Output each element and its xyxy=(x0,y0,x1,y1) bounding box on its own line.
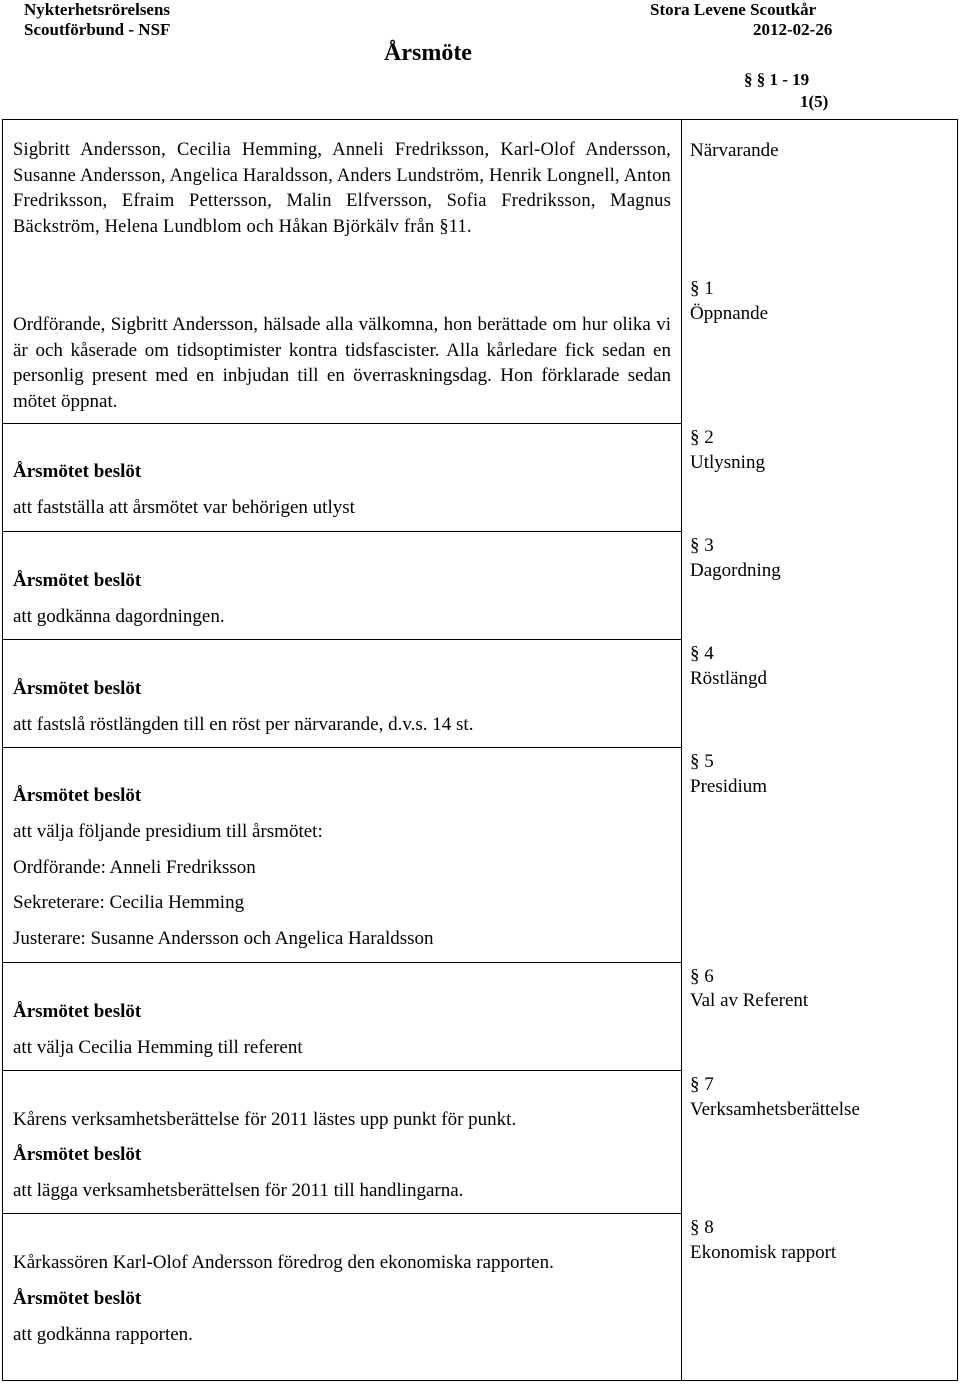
section-6-heading: Årsmötet beslöt xyxy=(13,1001,142,1022)
table-top-border xyxy=(2,119,958,120)
row-divider xyxy=(2,639,682,640)
row-divider xyxy=(2,423,682,424)
row-divider xyxy=(2,1070,682,1071)
document-title: Årsmöte xyxy=(384,40,472,66)
section-8-intro: Kårkassören Karl-Olof Andersson föredrog den ekonomiska rapporten. xyxy=(13,1252,554,1273)
presidium-chair: Ordförande: Anneli Fredriksson xyxy=(13,857,256,878)
section-5-decision: att välja följande presidium till årsmötet: xyxy=(13,821,323,842)
section-4-heading: Årsmötet beslöt xyxy=(13,678,142,699)
column-separator xyxy=(681,119,682,1381)
section-6-number: § 6 xyxy=(690,966,714,987)
section-4-number: § 4 xyxy=(690,643,714,664)
row-divider xyxy=(2,747,682,748)
opening-text: Ordförande, Sigbritt Andersson, hälsade alla välkomna, hon berättade om hur olika vi är och kåserade om tidsoptimister kontra tidsfascister. Alla kårledare fick sedan en personlig present med en inbjudan till en överraskningsdag. Hon förklarade sedan mötet öppnat. xyxy=(13,314,671,412)
presidium-secretary: Sekreterare: Cecilia Hemming xyxy=(13,892,245,913)
presidium-adjusters: Justerare: Susanne Andersson och Angelica Haraldsson xyxy=(13,928,434,949)
section-8-label: Ekonomisk rapport xyxy=(690,1242,837,1263)
meeting-date: 2012-02-26 xyxy=(753,20,833,39)
section-2-heading: Årsmötet beslöt xyxy=(13,461,142,482)
org-name-line2: Scoutförbund - NSF xyxy=(24,20,171,39)
section-2-label: Utlysning xyxy=(690,452,765,473)
section-2-decision: att fastställa att årsmötet var behörigen utlyst xyxy=(13,497,355,518)
row-divider xyxy=(2,962,682,963)
section-3-number: § 3 xyxy=(690,535,714,556)
section-7-decision: att lägga verksamhetsberättelsen för 2011 till handlingarna. xyxy=(13,1180,464,1201)
section-3-label: Dagordning xyxy=(690,560,781,581)
org-name-line1: Nykterhetsrörelsens xyxy=(24,0,171,19)
section-1-label: Öppnande xyxy=(690,303,769,324)
page-number: 1(5) xyxy=(800,92,829,111)
section-4-label: Röstlängd xyxy=(690,668,768,689)
paragraph-range: § § 1 - 19 xyxy=(744,70,810,89)
section-7-label: Verksamhetsberättelse xyxy=(690,1099,860,1120)
section-4-decision: att fastslå röstlängden till en röst per närvarande, d.v.s. 14 st. xyxy=(13,714,474,735)
section-5-label: Presidium xyxy=(690,776,768,797)
section-3-decision: att godkänna dagordningen. xyxy=(13,606,225,627)
attendees-text: Sigbritt Andersson, Cecilia Hemming, Anneli Fredriksson, Karl-Olof Andersson, Susanne Andersson, Angelica Haraldsson, Anders Lundström, Henrik Longnell, Anton Fredriksson, Efraim Pettersson, Malin Elfversson, Sofia Fredriksson, Magnus Bäckström, Helena Lundblom och Håkan Björkälv från §11. xyxy=(13,140,671,237)
section-7-heading: Årsmötet beslöt xyxy=(13,1144,142,1165)
section-6-label: Val av Referent xyxy=(690,990,809,1011)
section-1-number: § 1 xyxy=(690,278,714,299)
section-7-intro: Kårens verksamhetsberättelse för 2011 lästes upp punkt för punkt. xyxy=(13,1109,517,1130)
section-8-heading: Årsmötet beslöt xyxy=(13,1288,142,1309)
troop-name: Stora Levene Scoutkår xyxy=(650,0,817,19)
table-bottom-border xyxy=(2,1380,958,1381)
section-7-number: § 7 xyxy=(690,1074,714,1095)
section-5-number: § 5 xyxy=(690,751,714,772)
section-8-number: § 8 xyxy=(690,1217,714,1238)
section-8-decision: att godkänna rapporten. xyxy=(13,1324,193,1345)
row-divider xyxy=(2,1213,682,1214)
section-3-heading: Årsmötet beslöt xyxy=(13,570,142,591)
row-divider xyxy=(2,531,682,532)
section-2-number: § 2 xyxy=(690,427,714,448)
attendees-label: Närvarande xyxy=(690,140,779,161)
section-6-decision: att välja Cecilia Hemming till referent xyxy=(13,1037,303,1058)
table-left-border xyxy=(2,119,3,1381)
section-5-heading: Årsmötet beslöt xyxy=(13,785,142,806)
table-right-border xyxy=(957,119,958,1381)
